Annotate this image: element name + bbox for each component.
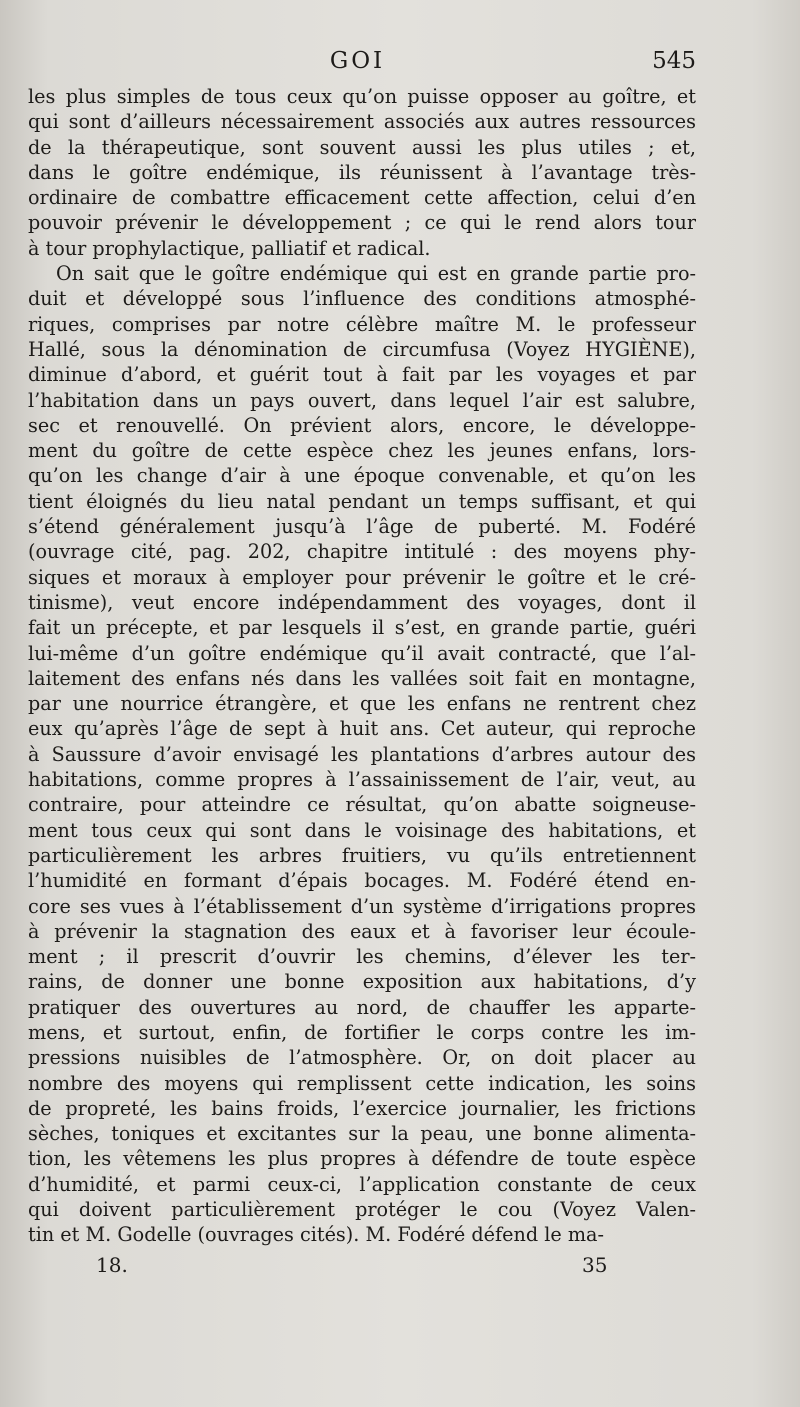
text-line: tinisme), veut encore indépendamment des voyages, dont il [28,590,696,614]
text-line: ment du goître de cette espèce chez les jeunes enfans, lors- [28,439,696,463]
text-line: ment ; il prescrit d’ouvrir les chemins, d’élever les ter- [28,945,696,969]
text-line: pouvoir prévenir le développement ; ce qui le rend alors tour [28,211,696,235]
text-line: diminue d’abord, et guérit tout à fait par les voyages et par [28,363,696,387]
text-line: Hallé, sous la dénomination de circumfusa (Voyez HYGIÈNE), [28,337,696,361]
text-line: core ses vues à l’établissement d’un système d’irrigations propres [28,894,696,918]
text-line: contraire, pour atteindre ce résultat, qu’on abatte soigneuse- [28,793,696,817]
text-line: de la thérapeutique, sont souvent aussi les plus utiles ; et, [28,135,696,159]
text-line: habitations, comme propres à l’assainissement de l’air, veut, au [28,768,696,792]
text-line: qu’on les change d’air à une époque convenable, et qu’on les [28,464,696,488]
text-line: eux qu’après l’âge de sept à huit ans. Cet auteur, qui reproche [28,717,696,741]
page-number: 545 [652,48,696,74]
text-line: ordinaire de combattre efficacement cette affection, celui d’en [28,186,696,210]
signature-mark: 18. [96,1253,128,1277]
text-line: les plus simples de tous ceux qu’on puisse opposer au goître, et [28,85,696,108]
text-line: tion, les vêtemens les plus propres à défendre de toute espèce [28,1147,696,1171]
text-line: lui-même d’un goître endémique qu’il avait contracté, que l’al- [28,641,696,665]
text-line: particulièrement les arbres fruitiers, vu qu’ils entretiennent [28,843,696,867]
text-line: de propreté, les bains froids, l’exercice journalier, les frictions [28,1096,696,1120]
sheet-number: 35 [582,1253,608,1277]
text-line: laitement des enfans nés dans les vallées soit fait en montagne, [28,666,696,690]
text-line: par une nourrice étrangère, et que les enfans ne rentrent chez [28,692,696,716]
text-line: dans le goître endémique, ils réunissent à l’avantage très- [28,160,696,184]
text-line: qui sont d’ailleurs nécessairement associés aux autres ressources [28,110,696,134]
text-line: à Saussure d’avoir envisagé les plantations d’arbres autour des [28,742,696,766]
text-line: siques et moraux à employer pour prévenir le goître et le cré- [28,565,696,589]
text-line: pratiquer des ouvertures au nord, de chauffer les apparte- [28,995,696,1019]
body-text [28,84,696,1248]
text-line: à tour prophylactique, palliatif et radical. [28,236,431,260]
page-header [0,48,800,82]
running-head: GOI [329,48,386,74]
text-line: l’humidité en formant d’épais bocages. M. Fodéré étend en- [28,869,696,893]
text-line: mens, et surtout, enfin, de fortifier le corps contre les im- [28,1020,696,1044]
text-line: nombre des moyens qui remplissent cette indication, les soins [28,1071,696,1095]
text-line: fait un précepte, et par lesquels il s’est, en grande partie, guéri [28,616,696,640]
text-line: l’habitation dans un pays ouvert, dans lequel l’air est salubre, [28,388,696,412]
text-line: d’humidité, et parmi ceux-ci, l’application constante de ceux [28,1172,696,1196]
text-line: sèches, toniques et excitantes sur la peau, une bonne alimenta- [28,1122,696,1146]
text-line: duit et développé sous l’influence des conditions atmosphé- [28,287,696,311]
text-line: pressions nuisibles de l’atmosphère. Or, on doit placer au [28,1046,696,1070]
text-line: rains, de donner une bonne exposition aux habitations, d’y [28,970,696,994]
text-line: tin et M. Godelle (ouvrages cités). M. Fodéré défend le ma- [28,1223,604,1247]
text-line: riques, comprises par notre célèbre maître M. le professeur [28,312,696,336]
text-line: qui doivent particulièrement protéger le cou (Voyez Valen- [28,1198,696,1222]
text-line: s’étend généralement jusqu’à l’âge de puberté. M. Fodéré [28,515,696,539]
text-line: On sait que le goître endémique qui est en grande partie pro- [56,262,696,286]
text-line: sec et renouvellé. On prévient alors, encore, le développe- [28,413,696,437]
text-line: ment tous ceux qui sont dans le voisinage des habitations, et [28,818,696,842]
text-line: tient éloignés du lieu natal pendant un temps suffisant, et qui [28,489,696,513]
page-footer [0,1253,800,1283]
text-line: à prévenir la stagnation des eaux et à favoriser leur écoule- [28,919,696,943]
text-line: (ouvrage cité, pag. 202, chapitre intitulé : des moyens phy- [28,540,696,564]
